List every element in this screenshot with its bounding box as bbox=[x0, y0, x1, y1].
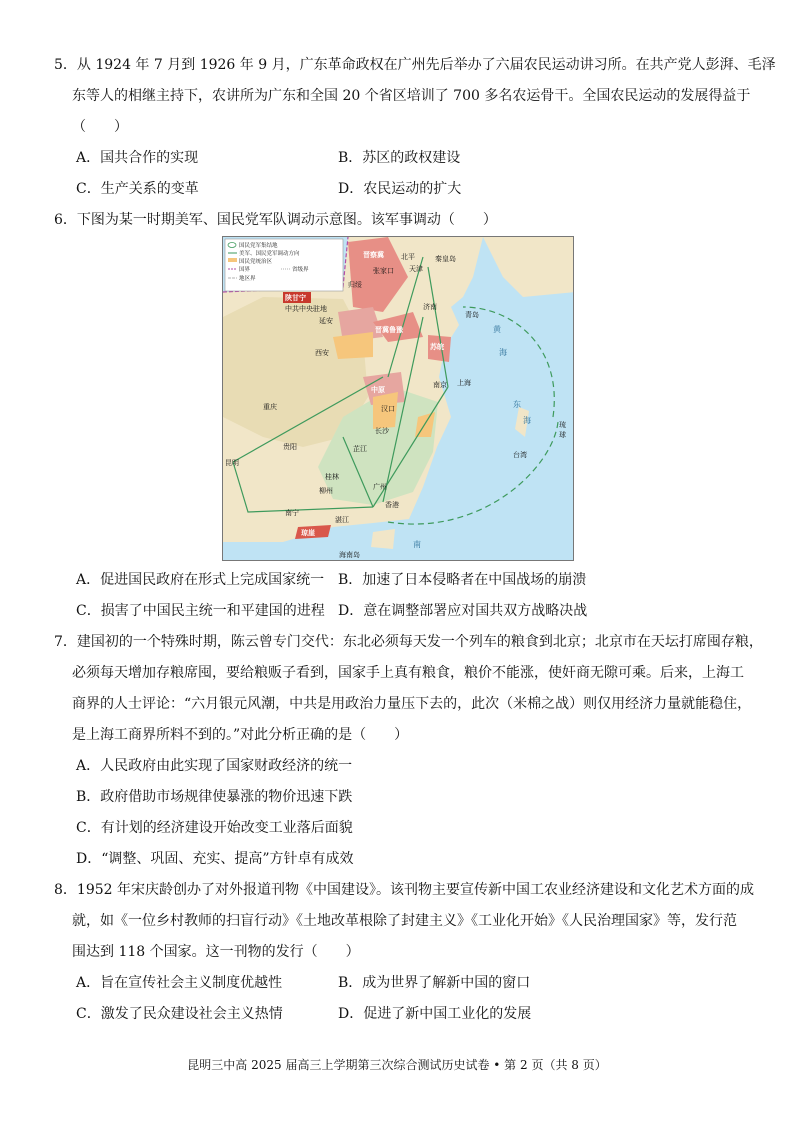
region-qiongya: 琼崖 bbox=[301, 529, 315, 537]
city-taiwan: 台湾 bbox=[513, 451, 527, 459]
q6-option-a[interactable]: A．促进国民政府在形式上完成国家统一 bbox=[76, 572, 325, 588]
q8-stem-line-2: 就，如《一位乡村教师的扫盲行动》《土地改革根除了封建主义》《工业化开始》《人民治理国家》等，发行范 bbox=[72, 913, 737, 929]
city-zhijiang: 芷江 bbox=[353, 445, 367, 453]
q8-option-a[interactable]: A．旨在宣传社会主义制度优越性 bbox=[76, 975, 283, 991]
city-qingdao: 青岛 bbox=[465, 311, 479, 319]
city-nanjing: 南京 bbox=[433, 381, 447, 389]
q5-answer-blank: （ ） bbox=[72, 119, 128, 135]
q5-stem-line-2: 东等人的相继主持下，农讲所为广东和全国 20 个省区培训了 700 多名农运骨干。全国农民运动的发展得益于 bbox=[72, 88, 751, 104]
map-svg bbox=[223, 237, 574, 561]
legend-district-border: 地区界 bbox=[239, 276, 256, 282]
city-zhangjiakou: 张家口 bbox=[373, 267, 394, 275]
q6-stem-line-1: 6．下图为某一时期美军、国民党军队调动示意图。该军事调动（ ） bbox=[54, 212, 497, 228]
q7-option-d[interactable]: D．“调整、巩固、充实、提高”方针卓有成效 bbox=[76, 851, 354, 867]
q5-stem-line-1: 5．从 1924 年 7 月到 1926 年 9 月，广东革命政权在广州先后举办了六届农民运动讲习所。在共产党人彭湃、毛泽 bbox=[54, 57, 776, 73]
city-zhanjiang: 湛江 bbox=[335, 516, 349, 524]
q6-option-d[interactable]: D．意在调整部署应对国共双方战略决战 bbox=[338, 603, 588, 619]
city-yanan: 延安 bbox=[319, 317, 333, 325]
q5-option-d[interactable]: D．农民运动的扩大 bbox=[338, 181, 462, 197]
q5-option-a[interactable]: A．国共合作的实现 bbox=[76, 150, 199, 166]
legend-gmd-area: 国民党统治区 bbox=[239, 259, 273, 265]
region-jinchaji: 晋察冀 bbox=[363, 251, 384, 259]
q7-stem-line-1: 7．建国初的一个特殊时期，陈云曾专门交代：东北必须每天发一个列车的粮食到北京；北京市在天坛打席囤存粮， bbox=[54, 634, 763, 650]
sea-route-east bbox=[463, 307, 554, 417]
legend-gathering: 国民党军集结地 bbox=[239, 243, 278, 249]
q7-stem-line-4: 是上海工商界所料不到的。”对此分析正确的是（ ） bbox=[72, 727, 409, 743]
q7-stem-line-2: 必须每天增加存粮席囤，要给粮贩子看到，国家手上真有粮食，粮价不能涨，使奸商无隙可乘。后来，上海工 bbox=[72, 665, 744, 681]
q5-option-b[interactable]: B．苏区的政权建设 bbox=[338, 150, 461, 166]
q7-option-a[interactable]: A．人民政府由此实现了国家财政经济的统一 bbox=[76, 758, 353, 774]
q5-option-c[interactable]: C．生产关系的变革 bbox=[76, 181, 199, 197]
q6-option-b[interactable]: B．加速了日本侵略者在中国战场的崩溃 bbox=[338, 572, 587, 588]
region-zhongyuan: 中原 bbox=[371, 386, 385, 394]
ryukyu-label-2: 球 bbox=[559, 431, 566, 439]
military-movement-map bbox=[222, 236, 574, 561]
city-jinan: 济南 bbox=[423, 303, 437, 311]
city-beiping: 北平 bbox=[401, 253, 415, 261]
city-qinhuangdao: 秦皇岛 bbox=[435, 255, 456, 263]
q8-option-c[interactable]: C．激发了民众建设社会主义热情 bbox=[76, 1006, 283, 1022]
q8-stem-line-1: 8．1952 年宋庆龄创办了对外报道刊物《中国建设》。该刊物主要宣传新中国工农业经济建设和文化艺术方面的成 bbox=[54, 882, 754, 898]
city-xian: 西安 bbox=[315, 349, 329, 357]
legend-national-border: 国界 bbox=[239, 267, 251, 273]
region-shaanganning: 陕甘宁 bbox=[285, 294, 306, 302]
q8-option-d[interactable]: D．促进了新中国工业化的发展 bbox=[338, 1006, 532, 1022]
sea-label-4: 海 bbox=[523, 416, 531, 425]
ryukyu-label-1: 琉 bbox=[559, 421, 566, 429]
city-liuzhou: 柳州 bbox=[319, 487, 333, 495]
sea-label-1: 黄 bbox=[493, 325, 501, 334]
city-nanning: 南宁 bbox=[285, 509, 299, 517]
city-changsha: 长沙 bbox=[375, 427, 389, 435]
city-tianjin: 天津 bbox=[409, 265, 423, 273]
q6-option-c[interactable]: C．损害了中国民主统一和平建国的进程 bbox=[76, 603, 325, 619]
region-suwan: 苏皖 bbox=[430, 343, 444, 351]
sea-label-5: 南 bbox=[413, 540, 421, 549]
region-jinjiluyu: 晋冀鲁豫 bbox=[375, 326, 403, 334]
legend-movement: 美军、国民党军调动方向 bbox=[239, 251, 300, 257]
q7-option-b[interactable]: B．政府借助市场规律使暴涨的物价迅速下跌 bbox=[76, 789, 353, 805]
city-guangzhou: 广州 bbox=[373, 483, 387, 491]
q7-stem-line-3: 商界的人士评论：“六月银元风潮，中共是用政治力量压下去的，此次（米棉之战）则仅用经济力量就能稳住， bbox=[72, 696, 752, 712]
city-kunming: 昆明 bbox=[225, 459, 239, 467]
korea-landmass bbox=[483, 237, 574, 297]
city-hainan-island: 海南岛 bbox=[339, 551, 360, 559]
q8-option-b[interactable]: B．成为世界了解新中国的窗口 bbox=[338, 975, 531, 991]
city-chongqing: 重庆 bbox=[263, 403, 277, 411]
sea-label-2: 海 bbox=[499, 348, 507, 357]
city-shanghai: 上海 bbox=[457, 379, 471, 387]
city-guiyang: 贵阳 bbox=[283, 443, 297, 451]
city-hongkong: 香港 bbox=[385, 501, 399, 509]
q8-stem-line-3: 围达到 118 个国家。这一刊物的发行（ ） bbox=[72, 944, 360, 960]
hainan-island bbox=[371, 529, 395, 549]
q7-option-c[interactable]: C．有计划的经济建设开始改变工业落后面貌 bbox=[76, 820, 353, 836]
map-legend bbox=[225, 239, 343, 291]
city-guilin: 桂林 bbox=[325, 473, 339, 481]
sea-label-3: 东 bbox=[513, 400, 521, 409]
city-guisui: 归绥 bbox=[348, 281, 362, 289]
city-hankou: 汉口 bbox=[381, 405, 395, 413]
region-cpc-hq: 中共中央驻地 bbox=[285, 305, 327, 313]
page-footer: 昆明三中高 2025 届高三上学期第三次综合测试历史试卷 • 第 2 页（共 8 页） bbox=[187, 1058, 607, 1072]
legend-province-border: 省级界 bbox=[292, 267, 309, 273]
